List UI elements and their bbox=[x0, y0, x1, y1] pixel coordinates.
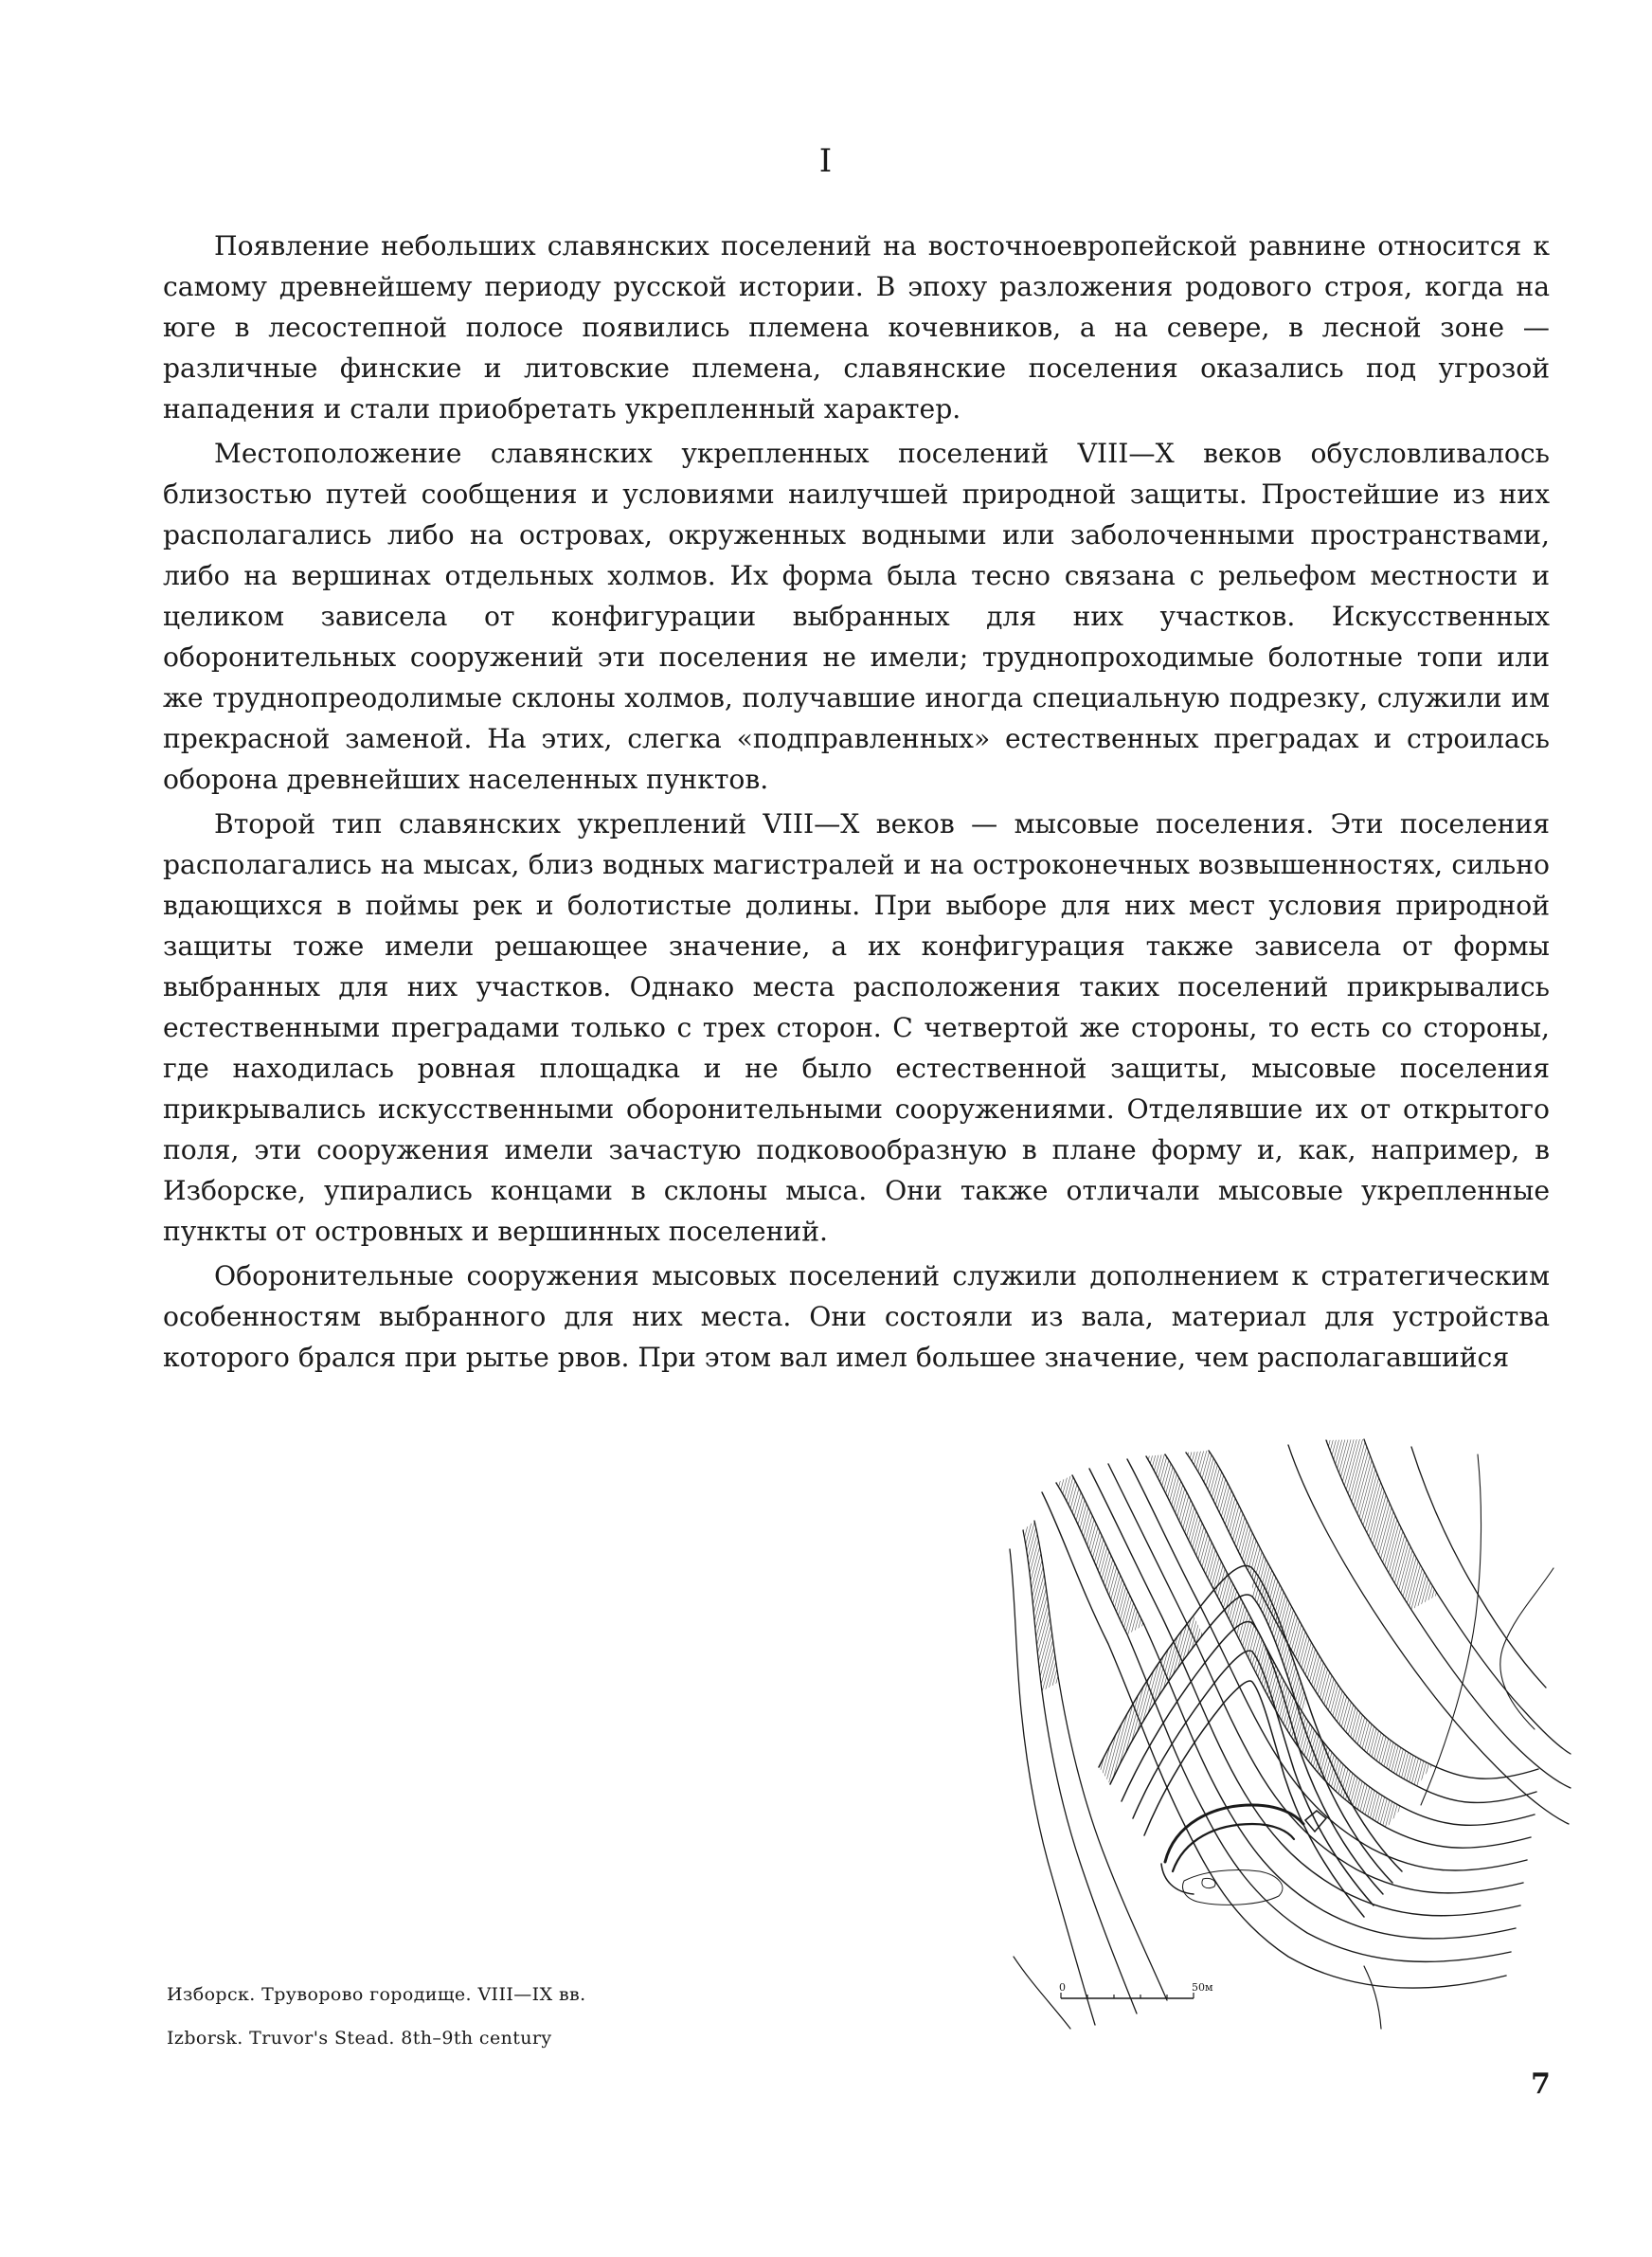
scale-label-end: 50м bbox=[1192, 1981, 1213, 1994]
paragraph-2: Местоположение славянских укрепленных поселений VIII—X веков обусловливалось близостью путей сообщения и условиями наилучшей природной защиты. Простейшие из них располагались либо на островах, окруженных водными или заболоченными пространствами, либо на вершинах отдельных холмов. Их форма была тесно связана с рельефом местности и целиком зависела от конфигурации выбранных для них участков. Искусственных оборонительных сооружений эти поселения не имели; труднопроходимые болотные топи или же труднопреодолимые склоны холмов, получавшие иногда специальную подрезку, служили им прекрасной заменой. На этих, слегка «подправленных» естественных преградах и строилась оборона древнейших населенных пунктов. bbox=[163, 438, 1550, 795]
paragraph-3: Второй тип славянских укреплений VIII—X веков — мысовые поселения. Эти поселения располагались на мысах, близ водных магистралей и на остроконечных возвышенностях, сильно вдающихся в поймы рек и болотистые долины. При выборе для них мест условия природной защиты тоже имели решающее значение, а их конфигурация также зависела от формы выбранных для них участков. Однако места расположения таких поселений прикрывались естественными преградами только с трех сторон. С четвертой же стороны, то есть со стороны, где находилась ровная площадка и не было естественной защиты, мысовые поселения прикрывались искусственными оборонительными сооружениями. Отделявшие их от открытого поля, эти сооружения имели зачастую подковообразную в плане форму и, как, например, в Изборске, упирались концами в склоны мыса. Они также отличали мысовые укрепленные пункты от островных и вершинных поселений. bbox=[163, 808, 1550, 1247]
scale-bar bbox=[1061, 1993, 1194, 1998]
page-number: 7 bbox=[1531, 2067, 1551, 2101]
paragraph-1: Появление небольших славянских поселений на восточноевропейской равнине относится к самому древнейшему периоду русской истории. В эпоху разложения родового строя, когда на юге в лесостепной полосе появились племена кочевников, а на севере, в лесной зоне — различные финские и литовские племена, славянские поселения оказались под угрозой нападения и стали приобретать укрепленный характер. bbox=[163, 230, 1550, 424]
figure-caption bbox=[167, 1973, 586, 2060]
body-text bbox=[163, 226, 1550, 1381]
contour-map-icon bbox=[1004, 1426, 1572, 2032]
caption-english: Izborsk. Truvor's Stead. 8th–9th century bbox=[167, 2028, 552, 2049]
chapter-numeral: I bbox=[818, 142, 834, 180]
settlement-plan-figure bbox=[1004, 1426, 1572, 2032]
caption-russian: Изборск. Труворово городище. VIII—IX вв. bbox=[167, 1984, 586, 2005]
scale-label-start: 0 bbox=[1059, 1981, 1066, 1994]
paragraph-4: Оборонительные сооружения мысовых поселений служили дополнением к стратегическим особенностям выбранного для них места. Они состояли из вала, материал для устройства которого брался при рытье рвов. При этом вал имел большее значение, чем располагавшийся bbox=[163, 1260, 1550, 1373]
